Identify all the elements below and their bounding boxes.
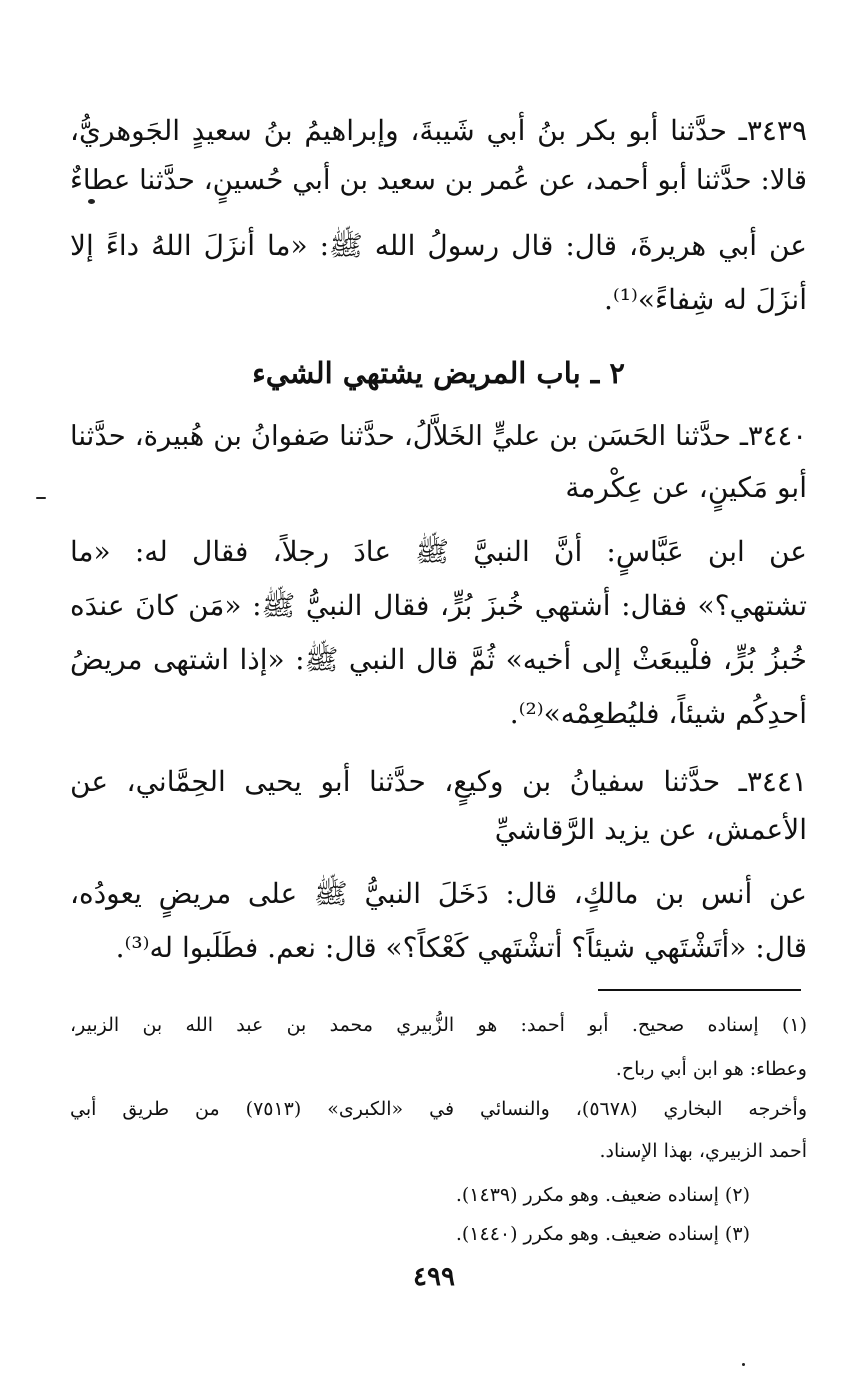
hadith-3439-line-2: قالا: حدَّثنا أبو أحمد، عن عُمر بن سعيد بن أبي حُسينٍ، حدَّثنا عطاءٌ xyxy=(70,164,807,196)
hadith-3441-line-3: عن أنس بن مالكٍ، قال: دَخَلَ النبيُّ ﷺ على مريضٍ يعودُه، xyxy=(70,877,807,910)
page-number: ٤٩٩ xyxy=(413,1262,455,1292)
footnote-3: (٣) إسناده ضعيف. وهو مكرر (١٤٤٠). xyxy=(455,1223,750,1245)
hadith-3440-line-4: تشتهي؟» فقال: أشتهي خُبزَ بُرٍّ، فقال النبيُّ ﷺ: «مَن كانَ عندَه xyxy=(70,589,807,622)
scan-speck xyxy=(88,199,95,204)
footnote-separator xyxy=(598,989,801,991)
scan-speck xyxy=(36,497,46,499)
scan-speck xyxy=(742,1363,745,1366)
footnote-1-line-1: (١) إسناده صحيح. أبو أحمد: هو الزُّبيري محمد بن عبد الله بن الزبير، xyxy=(70,1014,807,1036)
hadith-3439-line-1: ٣٤٣٩ـ حدَّثنا أبو بكر بنُ أبي شَيبةَ، وإبراهيمُ بنُ سعيدٍ الجَوهريُّ، xyxy=(70,114,807,147)
footnote-1-line-2: وعطاء: هو ابن أبي رباح. xyxy=(615,1058,807,1080)
hadith-3439-line-3: عن أبي هريرةَ، قال: قال رسولُ الله ﷺ: «ما أنزَلَ اللهُ داءً إلا xyxy=(70,229,807,262)
hadith-3439-line-4: أنزَلَ له شِفاءً»⁽¹⁾. xyxy=(603,283,807,316)
footnote-2: (٢) إسناده ضعيف. وهو مكرر (١٤٣٩). xyxy=(455,1184,750,1206)
hadith-3441-line-1: ٣٤٤١ـ حدَّثنا سفيانُ بن وكيعٍ، حدَّثنا أبو يحيى الحِمَّاني، عن xyxy=(70,765,807,798)
hadith-3440-line-6: أحدِكُم شيئاً، فليُطعِمْه»⁽²⁾. xyxy=(509,697,807,730)
hadith-3440-line-2: أبو مَكينٍ، عن عِكْرمة xyxy=(565,471,807,504)
hadith-3440-line-1: ٣٤٤٠ـ حدَّثنا الحَسَن بن عليٍّ الخَلاَّلُ، حدَّثنا صَفوانُ بن هُبيرة، حدَّثنا xyxy=(70,420,807,452)
footnote-1-line-3: وأخرجه البخاري (٥٦٧٨)، والنسائي في «الكبرى» (٧٥١٣) من طريق أبي xyxy=(70,1098,807,1120)
hadith-3440-line-5: خُبزُ بُرٍّ، فلْيبعَثْ إلى أخيه» ثُمَّ قال النبي ﷺ: «إذا اشتهى مريضُ xyxy=(70,643,807,676)
footnote-1-line-4: أحمد الزبيري، بهذا الإسناد. xyxy=(599,1140,807,1162)
section-heading: ٢ ـ باب المريض يشتهي الشيء xyxy=(252,356,625,390)
hadith-3440-line-3: عن ابن عَبَّاسٍ: أنَّ النبيَّ ﷺ عادَ رجلاً، فقال له: «ما xyxy=(70,535,807,568)
hadith-3441-line-2: الأعمش، عن يزيد الرَّقاشيِّ xyxy=(494,813,807,846)
hadith-3441-line-4: قال: «أتَشْتَهي شيئاً؟ أتشْتَهي كَعْكاً؟» قال: نعم. فطَلَبوا له⁽³⁾. xyxy=(115,931,807,964)
